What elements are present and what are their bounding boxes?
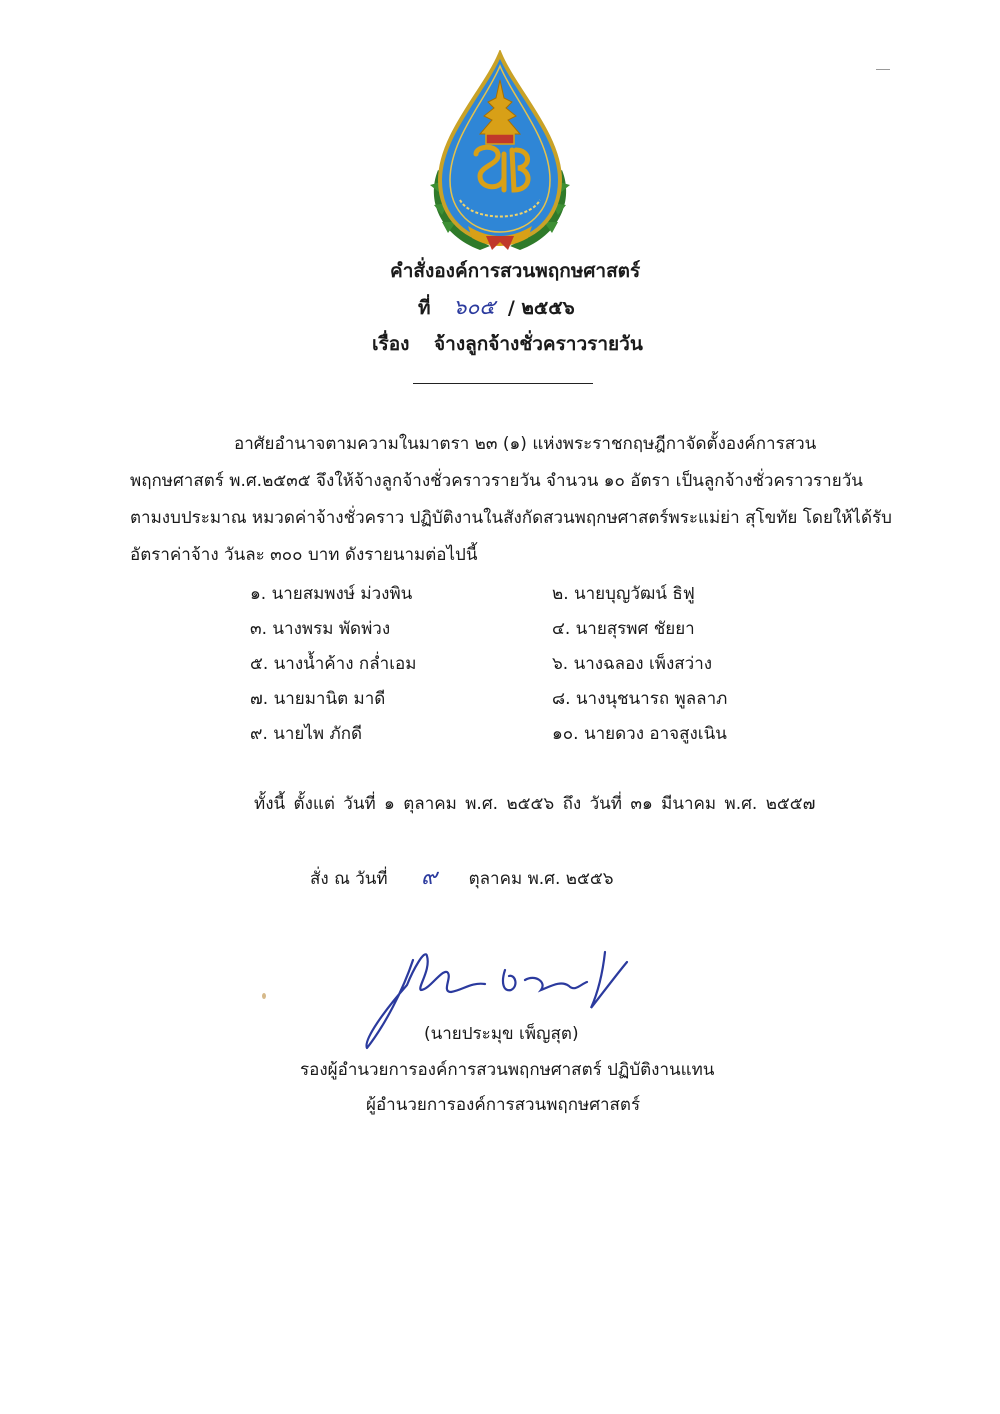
employee-name-4: ๔. นายสุรพศ ชัยยา [552,619,695,639]
body-paragraph-line-2: พฤกษศาสตร์ พ.ศ.๒๕๓๕ จึงให้จ้างลูกจ้างชั่วคราวรายวัน จำนวน ๑๐ อัตรา เป็นลูกจ้างชั่วคราวรายวัน [130,471,863,491]
organization-logo-icon [420,50,580,260]
ordered-date-prefix: สั่ง ณ วันที่ [310,869,388,889]
employee-name-5: ๕. นางน้ำค้าง กล่ำเอม [250,654,417,674]
employee-name-10: ๑๐. นายดวง อาจสูงเนิน [552,724,727,744]
signer-position-1: รองผู้อำนวยการองค์การสวนพฤกษศาสตร์ ปฏิบัติงานแทน [300,1060,715,1080]
employee-name-7: ๗. นายมานิต มาดี [250,689,386,709]
employee-name-1: ๑. นายสมพงษ์ ม่วงพิน [250,584,413,604]
order-number-year: / ๒๕๕๖ [507,297,575,319]
order-title: คำสั่งองค์การสวนพฤกษศาสตร์ [390,260,641,282]
employee-name-2: ๒. นายบุญวัฒน์ ธิฟู [552,584,695,604]
subject-label: เรื่อง [372,333,410,355]
ordered-date [310,859,614,894]
subject-text: จ้างลูกจ้างชั่วคราวรายวัน [434,333,643,355]
signer-name: (นายประมุข เพ็ญสุต) [424,1024,579,1044]
paper-speck [262,993,266,999]
employee-name-9: ๙. นายไพ ภักดี [250,724,363,744]
order-subject [372,329,643,359]
corner-mark [876,69,890,70]
ordered-date-rest: ตุลาคม พ.ศ. ๒๕๕๖ [468,869,614,889]
body-paragraph-line-4: อัตราค่าจ้าง วันละ ๓๐๐ บาท ดังรายนามต่อไปนี้ [130,545,478,565]
order-number [418,291,575,324]
ordered-day-handwritten: ๙ [421,865,438,890]
body-paragraph-line-3: ตามงบประมาณ หมวดค่าจ้างชั่วคราว ปฏิบัติงานในสังกัดสวนพฤกษศาสตร์พระแม่ย่า สุโขทัย โดยให้ได้รับ [130,508,892,528]
order-number-label: ที่ [418,297,431,319]
order-number-handwritten: ๖๐๕ [453,295,496,319]
signer-position-2: ผู้อำนวยการองค์การสวนพฤกษศาสตร์ [366,1095,641,1115]
title-divider [413,383,593,384]
employee-name-6: ๖. นางฉลอง เพ็งสว่าง [552,654,713,674]
body-paragraph-line-1: อาศัยอำนาจตามความในมาตรา ๒๓ (๑) แห่งพระราชกฤษฎีกาจัดตั้งองค์การสวน [234,434,817,454]
employee-name-3: ๓. นางพรม พัดพ่วง [250,619,391,639]
employment-period: ทั้งนี้ ตั้งแต่ วันที่ ๑ ตุลาคม พ.ศ. ๒๕๕๖ ถึง วันที่ ๓๑ มีนาคม พ.ศ. ๒๕๕๗ [254,794,816,814]
employee-name-8: ๘. นางนุชนารถ พูลลาภ [552,689,728,709]
